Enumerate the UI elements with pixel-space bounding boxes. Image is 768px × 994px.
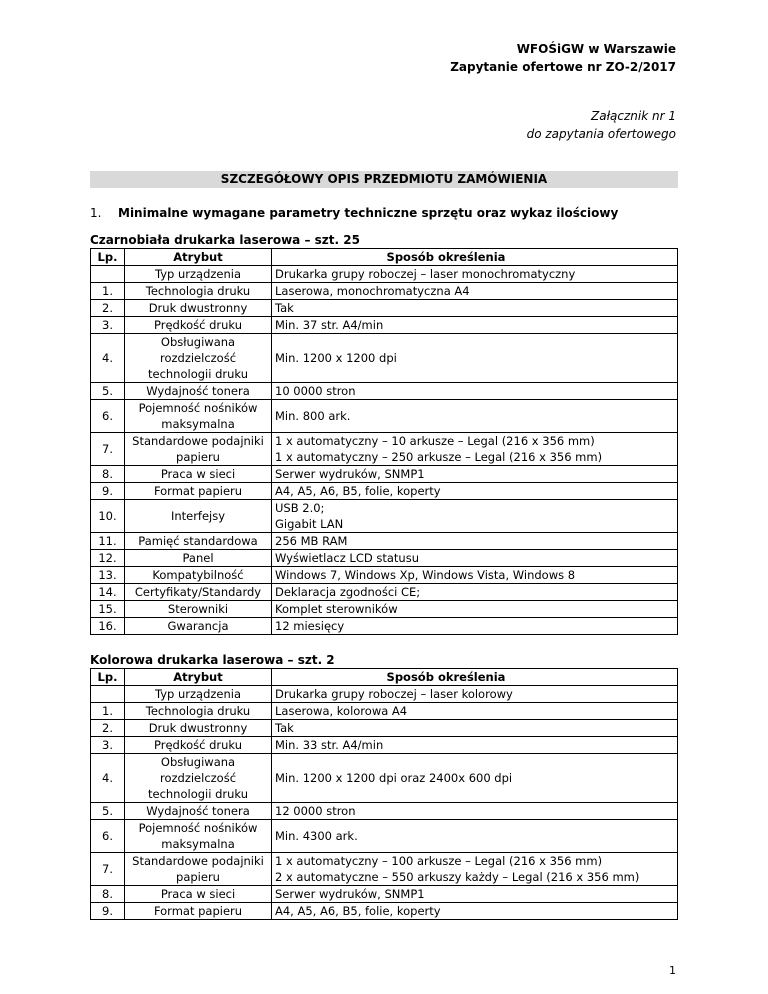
row-number: 6. [91,820,125,853]
table-row [91,820,678,853]
row-attribute: Pojemność nośników maksymalna [125,820,272,853]
table-row [91,737,678,754]
section-heading [90,205,618,221]
row-spec-line: Min. 1200 x 1200 dpi [275,351,397,365]
table-row [91,903,678,920]
row-attribute: Druk dwustronny [125,720,272,737]
row-number: 7. [91,433,125,466]
row-spec [272,317,678,334]
row-attribute: Wydajność tonera [125,803,272,820]
row-spec-line: Laserowa, monochromatyczna A4 [275,284,470,298]
row-spec [272,283,678,300]
row-spec [272,300,678,317]
row-spec-line: Gigabit LAN [275,517,344,531]
table1-title: Czarnobiała drukarka laserowa – szt. 25 [90,233,360,247]
row-attribute: Technologia druku [125,703,272,720]
table-row [91,618,678,635]
row-spec [272,754,678,803]
row-spec [272,334,678,383]
table-row [91,720,678,737]
row-spec-line: Drukarka grupy roboczej – laser kolorowy [275,687,513,701]
row-spec [272,820,678,853]
printer-mono-table [90,248,678,635]
row-number: 14. [91,584,125,601]
row-number: 7. [91,853,125,886]
row-spec-line: Wyświetlacz LCD statusu [275,551,419,565]
row-attribute: Pamięć standardowa [125,533,272,550]
row-attribute: Format papieru [125,483,272,500]
row-attribute: Typ urządzenia [125,266,272,283]
row-spec [272,803,678,820]
row-spec-line: Laserowa, kolorowa A4 [275,704,408,718]
row-attribute: Gwarancja [125,618,272,635]
section-number: 1. [90,206,102,220]
row-spec-line: Serwer wydruków, SNMP1 [275,887,425,901]
table-row [91,703,678,720]
column-header-attribute: Atrybut [125,249,272,266]
table-row [91,300,678,317]
section-title: Minimalne wymagane parametry techniczne sprzętu oraz wykaz ilościowy [118,206,619,220]
row-spec [272,550,678,567]
row-spec-line: 256 MB RAM [275,534,348,548]
row-spec-line: 1 x automatyczny – 10 arkusze – Legal (216 x 356 mm) [275,434,595,448]
column-header-lp: Lp. [91,249,125,266]
row-attribute: Interfejsy [125,500,272,533]
row-spec-line: Deklaracja zgodności CE; [275,585,421,599]
row-number: 3. [91,737,125,754]
row-spec-line: Tak [275,721,294,735]
row-attribute: Standardowe podajniki papieru [125,433,272,466]
header-org: WFOŚiGW w Warszawie [516,42,676,56]
table-row [91,754,678,803]
row-spec [272,903,678,920]
row-number: 5. [91,383,125,400]
row-attribute: Wydajność tonera [125,383,272,400]
table-row [91,500,678,533]
row-spec [272,266,678,283]
row-spec [272,737,678,754]
column-header-attribute: Atrybut [125,669,272,686]
row-spec-line: 12 miesięcy [275,619,345,633]
row-spec-line: 10 0000 stron [275,384,356,398]
row-number: 8. [91,886,125,903]
table-row [91,567,678,584]
table-row [91,383,678,400]
section-banner: SZCZEGÓŁOWY OPIS PRZEDMIOTU ZAMÓWIENIA [90,171,678,188]
row-attribute: Prędkość druku [125,737,272,754]
table-row [91,584,678,601]
column-header-spec: Sposób określenia [272,669,678,686]
row-number: 4. [91,754,125,803]
page-number: 1 [669,964,676,977]
row-attribute: Sterowniki [125,601,272,618]
row-number: 9. [91,903,125,920]
row-spec-line: 1 x automatyczny – 100 arkusze – Legal (216 x 356 mm) [275,854,603,868]
row-number: 1. [91,283,125,300]
row-spec-line: Min. 800 ark. [275,409,351,423]
row-spec [272,483,678,500]
attachment-line2: do zapytania ofertowego [526,127,676,141]
row-number: 8. [91,466,125,483]
table-row [91,400,678,433]
row-number: 2. [91,300,125,317]
row-spec-line: Min. 4300 ark. [275,829,358,843]
table-row [91,601,678,618]
row-spec [272,466,678,483]
row-number [91,266,125,283]
table-header-row [91,669,678,686]
row-spec-line: 12 0000 stron [275,804,356,818]
row-spec [272,433,678,466]
row-spec [272,500,678,533]
printer-color-table [90,668,678,920]
row-attribute: Prędkość druku [125,317,272,334]
table-row [91,266,678,283]
table-row [91,466,678,483]
row-spec-line: Windows 7, Windows Xp, Windows Vista, Windows 8 [275,568,576,582]
row-number: 15. [91,601,125,618]
row-spec-line: Min. 33 str. A4/min [275,738,384,752]
row-spec [272,584,678,601]
column-header-spec: Sposób określenia [272,249,678,266]
row-number: 3. [91,317,125,334]
table-row [91,433,678,466]
row-number: 5. [91,803,125,820]
row-number: 12. [91,550,125,567]
row-spec [272,703,678,720]
row-attribute: Standardowe podajniki papieru [125,853,272,886]
attachment-line1: Załącznik nr 1 [591,109,676,123]
row-spec [272,533,678,550]
row-attribute: Obsługiwana rozdzielczość technologii druku [125,754,272,803]
row-attribute: Obsługiwana rozdzielczość technologii druku [125,334,272,383]
table-row [91,317,678,334]
row-number [91,686,125,703]
row-attribute: Format papieru [125,903,272,920]
row-number: 1. [91,703,125,720]
row-spec [272,853,678,886]
row-attribute: Praca w sieci [125,466,272,483]
row-attribute: Kompatybilność [125,567,272,584]
row-attribute: Typ urządzenia [125,686,272,703]
row-spec-line: 2 x automatyczne – 550 arkuszy każdy – Legal (216 x 356 mm) [275,870,640,884]
table-row [91,533,678,550]
row-number: 2. [91,720,125,737]
row-number: 4. [91,334,125,383]
row-spec-line: A4, A5, A6, B5, folie, koperty [275,904,441,918]
row-spec-line: Komplet sterowników [275,602,398,616]
row-spec-line: Tak [275,301,294,315]
row-spec [272,601,678,618]
row-spec [272,383,678,400]
row-spec-line: 1 x automatyczny – 250 arkusze – Legal (216 x 356 mm) [275,450,603,464]
table-row [91,853,678,886]
row-spec [272,567,678,584]
table-row [91,483,678,500]
row-number: 16. [91,618,125,635]
table-row [91,686,678,703]
row-spec [272,886,678,903]
row-attribute: Druk dwustronny [125,300,272,317]
row-spec-line: USB 2.0; [275,501,325,515]
row-spec [272,618,678,635]
table-row [91,334,678,383]
row-spec [272,720,678,737]
row-attribute: Panel [125,550,272,567]
table-row [91,886,678,903]
row-number: 9. [91,483,125,500]
row-attribute: Praca w sieci [125,886,272,903]
row-spec [272,400,678,433]
row-attribute: Technologia druku [125,283,272,300]
row-number: 10. [91,500,125,533]
row-number: 13. [91,567,125,584]
table-header-row [91,249,678,266]
row-spec-line: Serwer wydruków, SNMP1 [275,467,425,481]
row-spec-line: Min. 37 str. A4/min [275,318,384,332]
row-number: 11. [91,533,125,550]
table-row [91,803,678,820]
row-attribute: Pojemność nośników maksymalna [125,400,272,433]
row-attribute: Certyfikaty/Standardy [125,584,272,601]
row-spec-line: A4, A5, A6, B5, folie, koperty [275,484,441,498]
row-spec-line: Min. 1200 x 1200 dpi oraz 2400x 600 dpi [275,771,513,785]
table-row [91,550,678,567]
row-spec [272,686,678,703]
column-header-lp: Lp. [91,669,125,686]
row-spec-line: Drukarka grupy roboczej – laser monochromatyczny [275,267,576,281]
header-ref: Zapytanie ofertowe nr ZO-2/2017 [450,60,676,74]
row-number: 6. [91,400,125,433]
table2-title: Kolorowa drukarka laserowa – szt. 2 [90,653,335,667]
table-row [91,283,678,300]
